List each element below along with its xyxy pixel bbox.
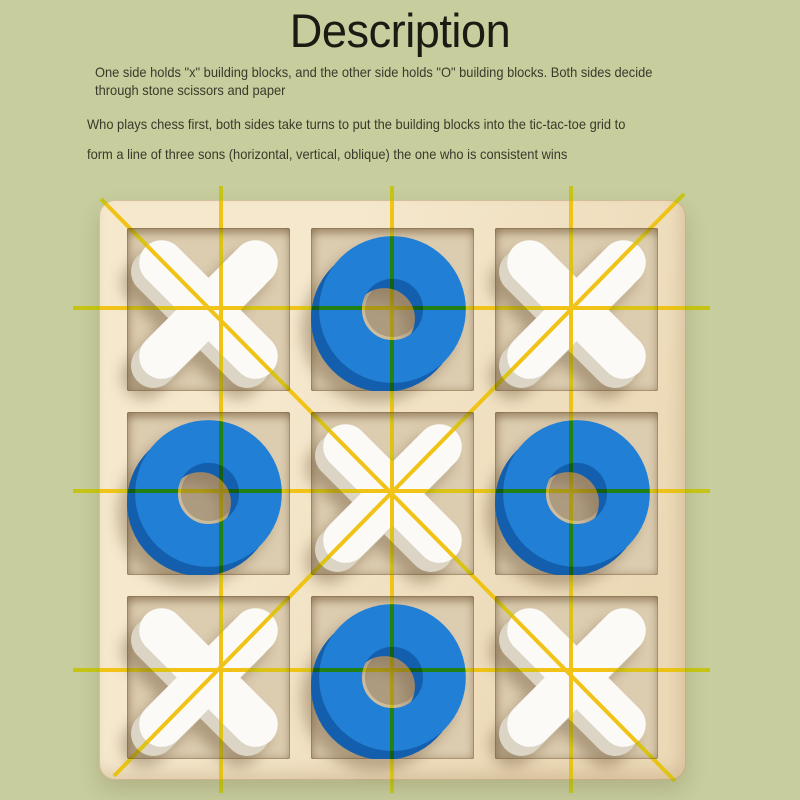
board-cell-r1c3 [495,228,658,391]
tictactoe-board [99,200,686,780]
x-piece [127,228,290,391]
o-piece [127,412,290,575]
o-piece [311,596,474,759]
description-line: form a line of three sons (horizontal, vertical, oblique) the one who is consistent wins [87,146,568,162]
description-line: One side holds "x" building blocks, and the other side holds "O" building blocks. Both sides decide [95,64,653,80]
board-cell-r1c2 [311,228,474,391]
o-piece [495,412,658,575]
description-line: through stone scissors and paper [95,81,286,98]
board-cell-r3c1 [127,596,290,759]
board-cell-r3c2 [311,596,474,759]
description-paragraph [95,64,701,99]
x-piece [495,596,658,759]
description-line: Who plays chess first, both sides take turns to put the building blocks into the tic-tac-toe grid to [87,116,626,132]
description-paragraph [87,146,609,164]
board-cell-r2c2 [311,412,474,575]
board-cell-r2c1 [127,412,290,575]
o-piece [311,228,474,391]
x-piece [311,412,474,575]
x-piece [127,596,290,759]
board-cell-r3c3 [495,596,658,759]
board-cell-r1c1 [127,228,290,391]
description-paragraph [87,116,672,134]
x-piece [495,228,658,391]
page-title: Description [289,4,511,57]
board-cell-r2c3 [495,412,658,575]
